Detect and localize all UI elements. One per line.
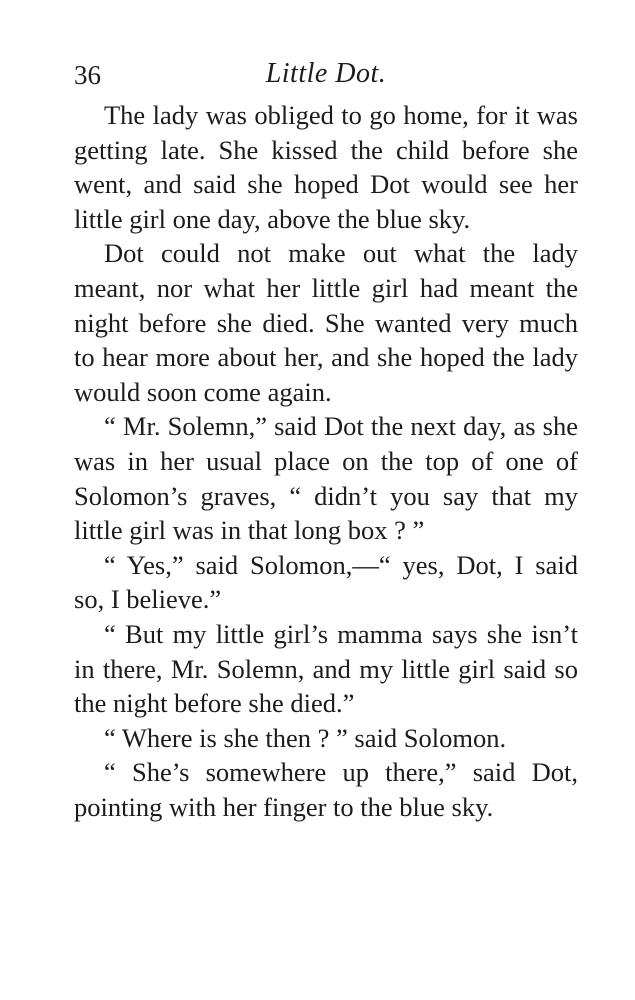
paragraph: The lady was obliged to go home, for it was getting late. She kissed the child before she went, and said she hoped Dot would see her little girl one day, above the blue sky. [74,100,578,234]
paragraph: “ Mr. Solemn,” said Dot the next day, as she was in her usual place on the top of one of Solomon’s graves, “ didn’t you say that my little girl was in that long box ? ” [74,411,578,546]
paragraph: “ She’s somewhere up there,” said Dot, pointing with her finger to the blue sky. [74,757,578,822]
paragraph: Dot could not make out what the lady meant, nor what her little girl had meant the night before she died. She wanted very much to hear more about her, and she hoped the lady would soon come again. [74,238,578,407]
paragraph: “ Yes,” said Solomon,—“ yes, Dot, I said so, I believe.” [74,549,578,615]
page-header [74,52,578,98]
paragraph: “ But my little girl’s mamma says she isn’t in there, Mr. Solemn, and my little girl said so the night before she died.” [74,618,578,719]
page-number: 36 [74,60,101,90]
running-title: Little Dot. [265,58,387,89]
body-text [74,98,578,824]
book-page [74,52,578,824]
paragraph: “ Where is she then ? ” said Solomon. [104,722,507,753]
